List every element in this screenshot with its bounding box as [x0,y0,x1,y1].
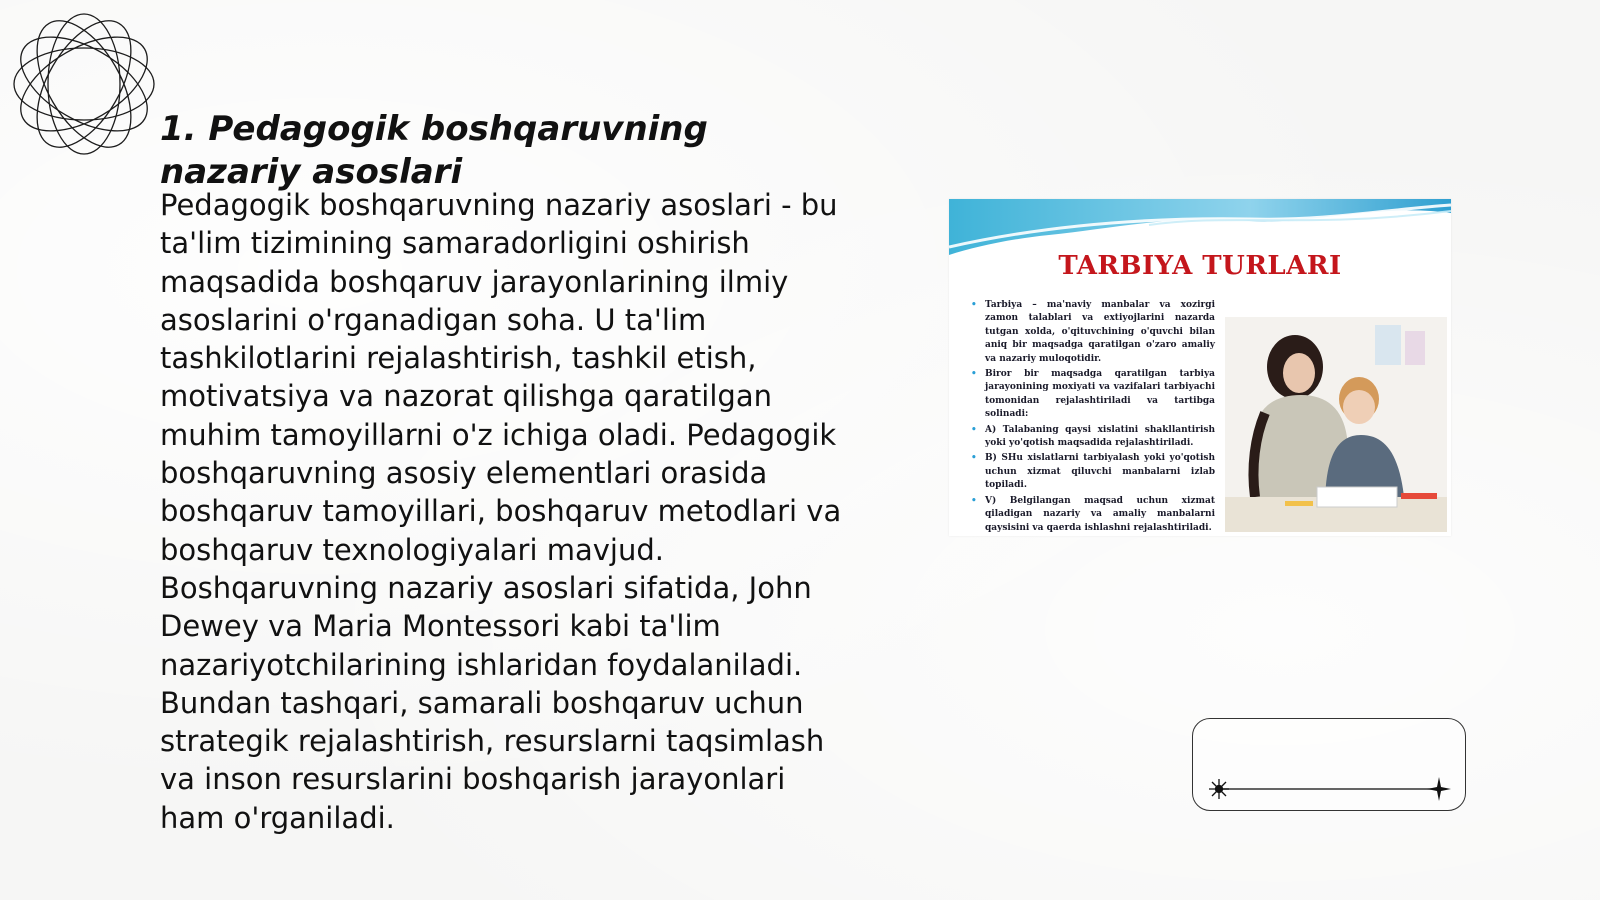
wave-banner [949,199,1451,259]
list-item-text: Tarbiya – ma'naviy manbalar va xozirgi zamon talablari va extiyojlarini nazarda tutgan xolda, o'qituvchining o'quvchi bilan aniq bir maqsadga qaratilgan o'zaro amaliy va nazariy muloqotidir. [985,300,1215,364]
teacher-student-illustration [1225,317,1447,532]
list-item-text: A) Talabaning qaysi xislatini shakllantirish yoki yo'qotish maqsadida rejalashtiriladi. [985,424,1215,449]
sparkle-icon [1209,779,1229,799]
timeline-box [1192,718,1466,811]
bullet-icon: • [971,369,977,380]
slide-body-text: Pedagogik boshqaruvning nazariy asoslari - bu ta'lim tizimining samaradorligini oshirish maqsadida boshqaruv jarayonlarining ilmiy asoslarini o'rganadigan soha. U ta'lim tashkilotlarini rejalashtirish, tashkil etish, motivatsiya va nazorat qilishga qaratilgan muhim tamoyillarni o'z ichiga oladi. Pedagogik boshqaruvning asosiy elementlari orasida boshqaruv tamoyillari, boshqaruv metodlari va boshqaruv texnologiyalari mavjud. Boshqaruvning nazariy asoslari sifatida, John Dewey va Maria Montessori kabi ta'lim nazariyotchilarining ishlaridan foydalaniladi. Bundan tashqari, samarali boshqaruv uchun strategik rejalashtirish, resurslarni taqsimlash va inson resurslarini boshqarish jarayonlari ham o'rganiladi. [160,188,842,835]
bullet-icon: • [971,453,977,464]
list-item-text: V) Belgilangan maqsad uchun xizmat qiladigan nazariy va amaliy manbalarni qaysisini va qaerda ishlashni rejalashtiriladi. [985,495,1215,533]
star-icon [1427,777,1451,801]
list-item-text: Biror bir maqsadga qaratilgan tarbiya jarayonining moxiyati va vazifalari tarbiyachi tomonidan rejalashtiriladi va tartibga solinadi: [985,369,1215,420]
list-item [971,452,1215,492]
circular-ornament-icon [10,10,158,158]
bullet-icon: • [971,424,977,435]
bullet-icon: • [971,495,977,506]
bullet-icon: • [971,300,977,310]
list-item [971,495,1215,535]
tarbiya-figure [949,199,1451,536]
list-item [971,368,1215,422]
figure-bullet-list [971,299,1215,536]
list-item-text: B) SHu xislatlarni tarbiyalash yoki yo'qotish uchun xizmat qiluvchi manbalarni izlab topiladi. [985,453,1215,491]
slide-title: 1. Pedagogik boshqaruvning nazariy asoslari [160,109,708,192]
figure-title: TARBIYA TURLARI [1058,251,1342,281]
list-item [971,424,1215,451]
list-item [971,299,1215,366]
